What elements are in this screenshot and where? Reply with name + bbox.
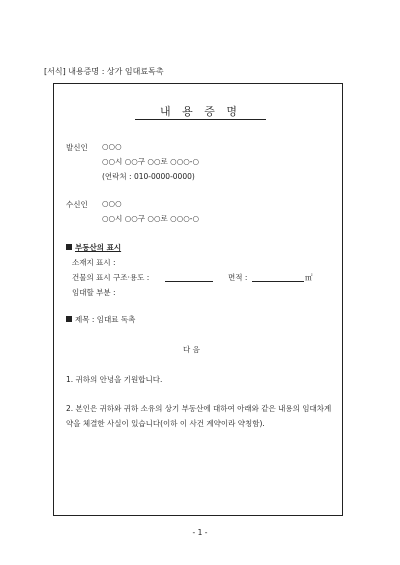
title-underline xyxy=(135,119,266,120)
item-2-line-2: 약을 체결한 사실이 있습니다(이하 이 사건 계약이라 약칭함). xyxy=(66,419,265,428)
lease-part-label: 임대할 부분 : xyxy=(72,288,116,297)
sender-name: ○○○ xyxy=(102,142,122,151)
building-blank-line xyxy=(165,281,213,282)
area-blank-line xyxy=(252,281,304,282)
sender-label: 발신인 xyxy=(66,143,88,152)
bullet-square-icon xyxy=(66,244,72,250)
item-1: 1. 귀하의 안녕을 기원합니다. xyxy=(66,375,163,384)
subject-line xyxy=(66,314,135,325)
recipient-label: 수신인 xyxy=(66,200,88,209)
document-title-block xyxy=(135,103,266,119)
recipient-name: ○○○ xyxy=(102,199,122,208)
location-label: 소재지 표시 : xyxy=(72,258,116,267)
da-eum-heading: 다 음 xyxy=(183,345,200,354)
property-heading-text: 부동산의 표시 xyxy=(75,243,122,252)
page-number: - 1 - xyxy=(192,528,208,537)
area-label: 면적 : xyxy=(228,273,248,282)
document-caption: [서식] 내용증명 : 상가 임대료독촉 xyxy=(44,67,164,76)
recipient-address: ○○시 ○○구 ○○로 ○○○-○ xyxy=(102,214,200,223)
building-label: 건물의 표시 구조·용도 : xyxy=(72,273,150,282)
document-frame xyxy=(53,83,343,516)
bullet-square-icon xyxy=(66,316,72,322)
sender-address: ○○시 ○○구 ○○로 ○○○-○ xyxy=(102,157,200,166)
subject-text: 제목 : 임대료 독촉 xyxy=(75,315,136,324)
document-title: 내 용 증 명 xyxy=(160,105,241,118)
property-heading xyxy=(66,242,121,253)
sender-contact: (연락처 : 010-0000-0000) xyxy=(102,172,195,181)
item-2-line-1: 2. 본인은 귀하와 귀하 소유의 상기 부동산에 대하여 아래와 같은 내용의 임대차계 xyxy=(66,404,332,413)
area-unit: ㎡ xyxy=(305,273,313,282)
